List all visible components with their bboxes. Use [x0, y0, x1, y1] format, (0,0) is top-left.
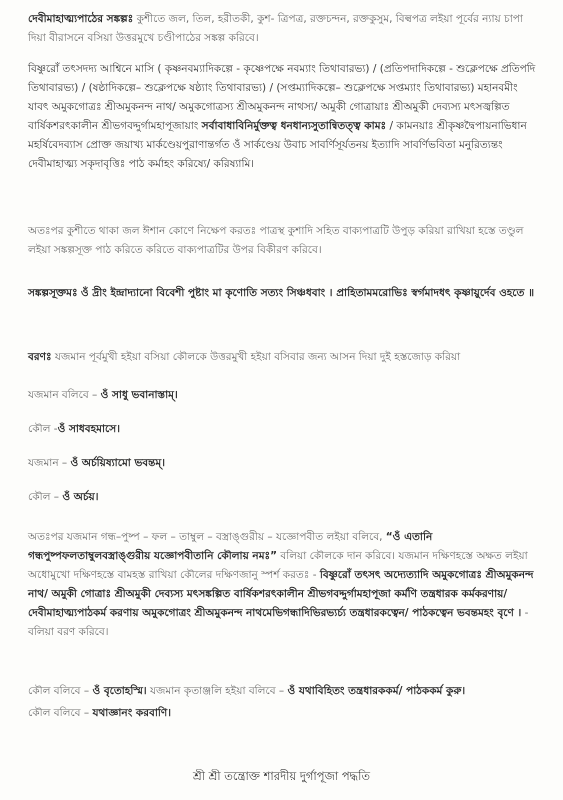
offering-mantra: “ওঁ এতানি গন্ধপুষ্পফলতাম্বুলবস্ত্রাঙ্গুরীয় যজ্ঞোপবীতানি কৌলায় নমঃ”	[28, 531, 433, 562]
sankalpa-intro-text: কুশীতে জল, তিল, হরীতকী, কুশ- ত্রিপত্র, রক্তচন্দন, রক্তকুসুম, বিল্বপত্র লইয়া পূর্বের ন্যায় চাপা দিয়া বীরাসনে বসিয়া উত্তরমুখে চণ্ডীপাঠের সঙ্কল্প করিবে।	[28, 13, 523, 44]
sankalpa-mantra-text-3: / কামনয়াঃ শ্রীকৃষ্ণদ্বৈপায়নাভিধান মহর্ষিবেদব্যাস প্রোক্ত জয়াখ্য মার্কণ্ডেয়পুরাণান্তর্গত ওঁ সার্কণ্ডেয় উবাচ সাবর্ণিসূর্যতনয় ইত্যাদি সাবর্ণিভবিতা মনুরিত্যন্তং দেবীমাহাত্ম্য সকৃদাবৃত্তিঃ পাঠ কর্মাহং করিষ্যে/ করিষ্যামি।	[28, 120, 527, 170]
sankalpa-mantra-text-1: বিষ্ণুরোঁ তৎসদদ্য আশ্বিনে মাসি ( কৃষ্ণনবম্যাদিকল্পে - কৃষ্ণেপক্ষে নবম্যাং তিথাবারভ্য) / (প্রতিপদাদিকল্পে - শুক্লেপক্ষে প্রতিপদি তিথাবারভ্য) / (ষষ্ঠাদিকল্পে– শুক্লেপক্ষে ষষ্ঠ্যাং তিথাবারভ্য) / (সপ্তম্যাদিকল্পে– শুক্লেপক্ষে সপ্তম্যাং তিথাবারভ্য) মহানবমীং যাবৎ অমুকগোত্রঃ শ্রীঅমুকনন্দ নাথ/ অমুকগোত্রস্য শ্রীঅমুকনন্দ নাথস্য/ অমুকী গোত্রায়াঃ শ্রীঅমুকী দেব্যস্য মৎসজ্বল্পিত বার্ষিকশরৎকালীন শ্রীভগবদ্দুর্গামহাপূজায়াং	[28, 63, 536, 132]
varana-mantra: বিষ্ণুরোঁ তৎসৎ অদ্যেত্যাদি অমুকগোত্রঃ শ্রীঅমুকনন্দ নাথ/ অমুকী গোত্রাঃ শ্রীঅমুকী দেব্যস্য মৎসঙ্কল্পিত বার্ষিকশরৎকালীন শ্রীভগবদ্দুর্গামহাপূজা কর্মণি তন্ত্রধারক কর্মকরণায়/ দেবীমাহাত্ম্যপাঠকর্ম করণায় অমুকগোত্রং শ্রীঅমুকনন্দ নাথমেভিগন্ধাদিভিরভ্যর্চ্য তন্ত্রধারকত্বেন/ পাঠকত্বেন ভবন্তমহং বৃণে ।	[28, 569, 534, 619]
offering-paragraph	[28, 528, 540, 642]
dialogue-line-5	[28, 682, 540, 701]
speaker-label: কৌল –	[28, 491, 63, 503]
speaker-label: যজমান কৃতাঞ্জলি হইয়া বলিবে –	[146, 685, 288, 697]
dialogue-mantra: ওঁ বৃতোহস্মি।	[92, 685, 147, 697]
offering-text-2: বলিয়া কৌলকে দান করিবে। যজমান দক্ষিণহস্তে অক্ষত লইয়া অধোমুখো দক্ষিণহস্তে বামহস্ত রাখিয়া কৌলের দক্ষিণজানু স্পর্শ করতঃ -	[28, 550, 528, 581]
varana-heading: বরণঃ	[28, 351, 52, 363]
speaker-label: যজমান বলিবে –	[28, 389, 101, 401]
dialogue-line-1	[28, 386, 540, 405]
varana-text: যজমান পূর্বমুখী হইয়া বসিয়া কৌলকে উত্তরমুখী হইয়া বসিবার জন্য আসন দিয়া দুই হস্তজোড় করিয়া	[54, 351, 461, 363]
page-footer: শ্রী শ্রী তন্ত্রোক্ত শারদীয় দুর্গাপূজা পদ্ধতি	[192, 769, 371, 783]
dialogue-mantra: যথাজ্ঞানং করবাণি।	[92, 707, 171, 719]
offering-text-3: - বলিয়া বরণ করিবে।	[28, 607, 529, 638]
dialogue-line-4	[28, 488, 540, 507]
sankalpa-mantra-text-2: সর্বাবাধাবিনির্মুক্তত্ব ধনধান্যসুতান্বিতত্ত্ব কামঃ	[201, 120, 387, 132]
kushi-instruction-text: অতঃপর কুশীতে থাকা জল ঈশান কোণে নিক্ষেপ করতঃ পাত্রস্থ কুশাদি সহিত বাক্যপাত্রটি উপুড় করিয়া রাখিয়া হস্তে তণ্ডুল লইয়া সঙ্কল্পসূক্ত পাঠ করিতে করিতে বাক্যপাত্রটির উপর বিকীরণ করিবে।	[28, 225, 524, 256]
dialogue-line-6	[28, 704, 540, 723]
sankalpa-intro-paragraph	[28, 10, 540, 48]
sankalpa-sukta-paragraph	[28, 284, 540, 303]
dialogue-line-3	[28, 454, 540, 473]
sankalpa-mantra-paragraph	[28, 60, 540, 174]
varana-paragraph	[28, 348, 540, 367]
speaker-label: কৌল বলিবে –	[28, 685, 93, 697]
sankalpa-sukta-text: ওঁ দ্রীং ইন্দ্রাদ্যানো বিবেশী পুষ্টাং মা কৃণোতি সত্যং সিঞ্চধবাং । প্রাহিতামমরোভিঃ স্বর্গমাদধৎ কৃষ্ণায়ুর্দেব ওহতে ॥	[80, 287, 535, 299]
sankalpa-sukta-heading: সঙ্কল্পসূক্তমঃ	[28, 287, 78, 299]
dialogue-mantra: ওঁ অর্চয়।	[62, 491, 99, 503]
speaker-label: কৌল -	[28, 423, 58, 435]
offering-text-1: অতঃপর যজমান গন্ধ–পুষ্প – ফল – তাম্বুল – বস্ত্রাঙ্গুরীয় – যজ্ঞোপবীত লইয়া বলিবে,	[28, 531, 386, 543]
dialogue-mantra: ওঁ সাধু ভবানাস্তাম্।	[100, 389, 178, 401]
dialogue-mantra: ওঁ যথাবিহিতং তন্ত্রধারককর্ম/ পাঠককর্ম কুরু।	[287, 685, 466, 697]
dialogue-mantra: ওঁ সাধবহমাসে।	[57, 423, 120, 435]
speaker-label: কৌল বলিবে –	[28, 707, 93, 719]
dialogue-line-2	[28, 420, 540, 439]
dialogue-mantra: ওঁ অর্চয়িষ্যামো ভবন্তম্।	[70, 457, 165, 469]
speaker-label: যজমান –	[28, 457, 71, 469]
kushi-instruction-paragraph	[28, 222, 540, 260]
sankalpa-heading: দেবীমাহাত্ম্যপাঠের সঙ্কল্পঃ	[28, 13, 134, 25]
